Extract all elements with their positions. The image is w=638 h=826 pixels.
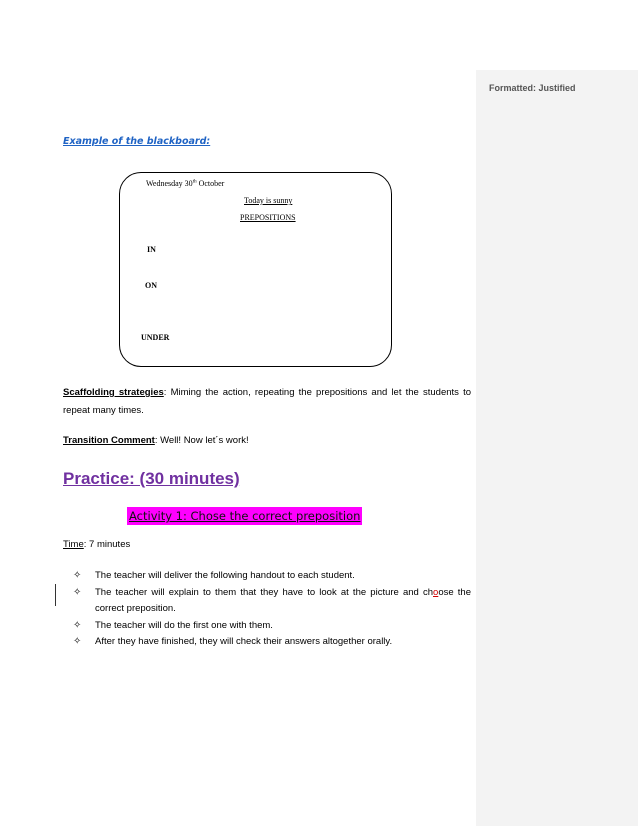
blackboard-caption: Example of the blackboard: — [63, 136, 211, 147]
activity-heading: Activity 1: Chose the correct preposition — [129, 509, 361, 523]
list-item — [73, 618, 471, 635]
board-date-suffix: th — [192, 179, 197, 185]
blackboard-box — [119, 172, 392, 367]
list-item — [73, 568, 471, 585]
four-pointed-star-icon: ✧ — [73, 636, 82, 647]
instruction-list — [73, 568, 471, 651]
list-item-text: After they have finished, they will check their answers altogether orally. — [95, 636, 393, 647]
list-item-text: The teacher will explain to them that they have to look at the picture and ch — [95, 586, 434, 598]
scaffolding-text: : Miming the action, repeating the prepositions and let the students to repeat many times. — [63, 387, 471, 416]
list-item-text: The teacher will deliver the following handout to each student. — [95, 570, 355, 581]
list-item — [73, 585, 471, 618]
four-pointed-star-icon: ✧ — [73, 570, 82, 581]
board-weather: Today is sunny — [244, 196, 293, 205]
comment-pane — [476, 70, 638, 826]
board-word-on: ON — [145, 281, 157, 290]
board-heading: PREPOSITIONS — [240, 213, 296, 222]
board-word-in: IN — [147, 245, 156, 254]
board-date-day: Wednesday 30 — [146, 179, 193, 188]
time-paragraph — [63, 536, 471, 554]
revision-change-bar — [55, 584, 56, 606]
transition-label: Transition Comment — [63, 435, 155, 446]
transition-paragraph — [63, 432, 471, 450]
time-label: Time — [63, 539, 84, 550]
list-item — [73, 634, 471, 651]
board-date-month: October — [196, 179, 225, 188]
four-pointed-star-icon: ✧ — [73, 619, 82, 631]
list-item-text: The teacher will do the first one with them. — [95, 619, 273, 631]
comment-title: Formatted: Justified — [489, 83, 576, 93]
tracked-insertion[interactable]: o — [433, 586, 439, 598]
transition-text: : Well! Now let´s work! — [154, 435, 249, 446]
list-item-text-continued: ose the correct preposition. — [95, 586, 471, 614]
board-word-under: UNDER — [141, 333, 170, 342]
four-pointed-star-icon: ✧ — [73, 586, 82, 598]
time-text: : 7 minutes — [83, 539, 131, 550]
scaffolding-label: Scaffolding strategies — [63, 387, 164, 398]
board-date — [146, 179, 224, 188]
scaffolding-paragraph — [63, 384, 471, 420]
practice-heading: Practice: (30 minutes) — [63, 469, 240, 488]
